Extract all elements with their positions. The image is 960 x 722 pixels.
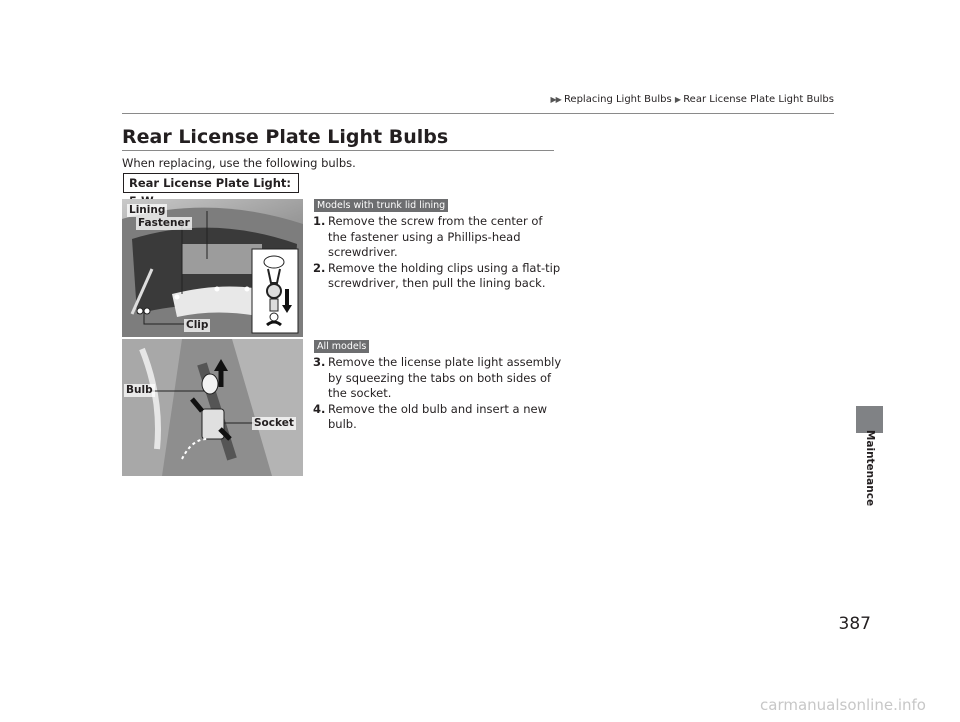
step-number: 3. <box>313 355 326 369</box>
step-text: Remove the holding clips using a flat-tip screwdriver, then pull the lining back. <box>328 260 561 290</box>
lining-label: Lining <box>129 204 166 216</box>
models-badge: Models with trunk lid lining <box>314 199 448 212</box>
step-3 <box>313 355 563 402</box>
fastener-label: Fastener <box>138 217 190 229</box>
breadcrumb <box>550 94 834 105</box>
step-number: 1. <box>313 214 326 228</box>
bulb-spec-box: Rear License Plate Light: <box>123 173 299 193</box>
trunk-lining-photo <box>122 199 303 337</box>
clip-label: Clip <box>186 319 209 331</box>
socket-illustration <box>122 339 303 476</box>
page-number: 387 <box>838 614 871 634</box>
intro-text: When replacing, use the following bulbs. <box>122 156 356 170</box>
step-2 <box>313 261 563 292</box>
step-number: 2. <box>313 260 326 275</box>
double-triangle-icon: ▶▶ <box>550 95 561 104</box>
all-models-badge: All models <box>314 340 369 353</box>
header-rule <box>122 113 834 114</box>
bulb-label: Bulb <box>126 384 153 396</box>
step-number: 4. <box>313 401 326 416</box>
socket-label: Socket <box>254 417 294 429</box>
step-1 <box>313 214 563 261</box>
step-text: Remove the screw from the center of the fastener using a Phillips-head screwdriver. <box>328 214 543 259</box>
watermark: carmanualsonline.info <box>760 696 926 714</box>
step-text: Remove the old bulb and insert a new bulb. <box>328 401 547 431</box>
step-text: Remove the license plate light assembly by squeezing the tabs on both sides of the socket. <box>328 355 562 400</box>
section-label: Maintenance <box>864 429 876 507</box>
title-rule <box>122 150 554 151</box>
page-title: Rear License Plate Light Bulbs <box>122 126 449 148</box>
socket-photo <box>122 339 303 476</box>
step-4 <box>313 402 563 433</box>
triangle-icon: ▶ <box>674 95 680 104</box>
breadcrumb-part-1[interactable]: Replacing Light Bulbs <box>563 94 672 105</box>
steps-group-2 <box>313 355 563 433</box>
breadcrumb-part-2[interactable]: Rear License Plate Light Bulbs <box>683 94 834 105</box>
steps-group-1 <box>313 214 563 292</box>
